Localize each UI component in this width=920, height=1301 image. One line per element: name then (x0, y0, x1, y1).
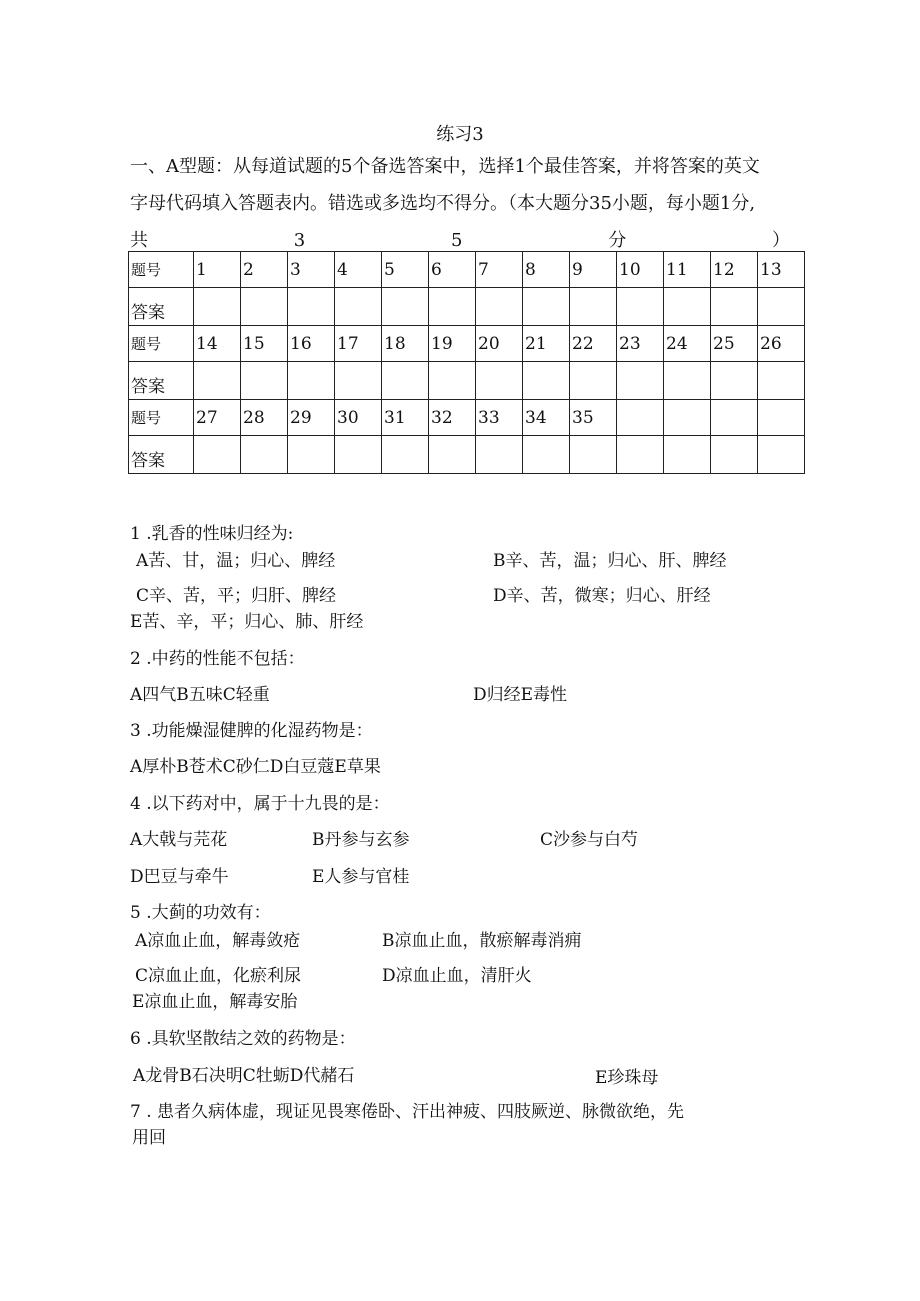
answer-cell[interactable] (241, 436, 288, 474)
answer-cell[interactable] (617, 362, 664, 400)
question-1-stem: 1 .乳香的性味归经为: (130, 524, 294, 544)
answer-cell[interactable] (382, 362, 429, 400)
question-5-option-e: E凉血止血，解毒安胎 (132, 992, 298, 1012)
answer-cell[interactable] (241, 288, 288, 326)
answer-cell[interactable] (382, 436, 429, 474)
question-1-option-c: C辛、苦，平；归肝、脾经 (136, 586, 337, 606)
table-row-numbers (129, 400, 805, 436)
question-5-option-a: A凉血止血，解毒敛疮 (135, 931, 301, 951)
answer-cell[interactable] (288, 362, 335, 400)
question-number-cell: 7 (476, 252, 523, 288)
question-1-option-d: D辛、苦，微寒；归心、肝经 (493, 586, 711, 606)
question-6-option-e: E珍珠母 (595, 1068, 659, 1088)
question-number-cell: 33 (476, 400, 523, 436)
question-5-option-b: B凉血止血，散瘀解毒消痈 (382, 931, 582, 951)
instruction-line-3-part: 5 (450, 230, 463, 251)
question-number-cell: 21 (523, 326, 570, 362)
question-number-cell (617, 400, 664, 436)
answer-cell[interactable] (194, 436, 241, 474)
question-number-cell: 30 (335, 400, 382, 436)
question-1-option-e: E苦、辛，平；归心、肺、肝经 (130, 612, 364, 632)
question-number-cell: 20 (476, 326, 523, 362)
page-title: 练习3 (436, 124, 484, 145)
answer-cell[interactable] (429, 362, 476, 400)
question-7-continuation: 用回 (132, 1128, 166, 1148)
table-row-numbers (129, 252, 805, 288)
question-number-cell: 29 (288, 400, 335, 436)
question-number-cell: 9 (570, 252, 617, 288)
question-number-cell: 18 (382, 326, 429, 362)
question-number-cell (758, 400, 805, 436)
question-6-options-abcd: A龙骨B石决明C牡蛎D代赭石 (133, 1066, 355, 1086)
answer-cell[interactable] (335, 436, 382, 474)
question-4-option-b: B丹参与玄参 (312, 830, 410, 850)
answer-cell[interactable] (523, 288, 570, 326)
answer-cell[interactable] (476, 288, 523, 326)
answer-row-label: 答案 (129, 436, 194, 474)
question-2-stem: 2 .中药的性能不包括： (130, 649, 305, 669)
answer-cell[interactable] (617, 288, 664, 326)
question-3-stem: 3 .功能燥湿健脾的化湿药物是： (130, 721, 373, 741)
question-4-option-e: E人参与官桂 (312, 867, 410, 887)
answer-cell[interactable] (429, 436, 476, 474)
question-number-cell: 6 (429, 252, 476, 288)
question-number-cell: 3 (288, 252, 335, 288)
question-number-cell: 10 (617, 252, 664, 288)
question-1-option-a: A苦、甘，温；归心、脾经 (136, 551, 336, 571)
question-number-cell: 1 (194, 252, 241, 288)
question-5-option-c: C凉血止血，化瘀利尿 (135, 966, 302, 986)
answer-cell[interactable] (664, 288, 711, 326)
question-5-option-d: D凉血止血，清肝火 (382, 966, 532, 986)
answer-cell[interactable] (523, 362, 570, 400)
instruction-line-3-part: 分 (608, 230, 627, 251)
answer-cell[interactable] (194, 288, 241, 326)
instruction-line-3-part: 3 (293, 230, 306, 251)
question-2-options-de: D归经E毒性 (473, 685, 568, 705)
question-number-cell: 15 (241, 326, 288, 362)
answer-cell[interactable] (758, 362, 805, 400)
question-4-option-d: D巴豆与牵牛 (130, 867, 229, 887)
answer-cell[interactable] (570, 436, 617, 474)
answer-cell[interactable] (288, 436, 335, 474)
question-number-cell: 31 (382, 400, 429, 436)
question-number-cell: 8 (523, 252, 570, 288)
answer-cell[interactable] (241, 362, 288, 400)
question-number-cell: 28 (241, 400, 288, 436)
question-number-cell: 5 (382, 252, 429, 288)
answer-cell[interactable] (335, 362, 382, 400)
instruction-line-2: 字母代码填入答题表内。错选或多选均不得分。（本大题分35小题，每小题1分, (130, 193, 756, 214)
answer-cell[interactable] (335, 288, 382, 326)
section-instructions (130, 148, 795, 259)
question-number-cell: 24 (664, 326, 711, 362)
question-6-stem: 6 .具软坚散结之效的药物是： (130, 1029, 356, 1049)
answer-cell[interactable] (476, 362, 523, 400)
answer-cell[interactable] (664, 436, 711, 474)
answer-cell[interactable] (523, 436, 570, 474)
answer-cell[interactable] (194, 362, 241, 400)
table-row-numbers (129, 326, 805, 362)
table-row-answers (129, 436, 805, 474)
question-7-stem: 7 . 患者久病体虚，现证见畏寒倦卧、汗出神疲、四肢厥逆、脉微欲绝，先 (130, 1102, 685, 1122)
answer-cell[interactable] (570, 288, 617, 326)
instruction-line-1: 一、A型题：从每道试题的5个备选答案中，选择1个最佳答案，并将答案的英文 (130, 156, 760, 177)
answer-table (128, 251, 805, 474)
question-number-cell: 12 (711, 252, 758, 288)
question-number-cell: 16 (288, 326, 335, 362)
question-number-cell: 26 (758, 326, 805, 362)
question-5-stem: 5 .大蓟的功效有： (130, 903, 271, 923)
question-number-cell: 13 (758, 252, 805, 288)
answer-cell[interactable] (758, 288, 805, 326)
answer-cell[interactable] (429, 288, 476, 326)
question-number-cell: 19 (429, 326, 476, 362)
answer-cell[interactable] (711, 436, 758, 474)
table-row-answers (129, 288, 805, 326)
question-number-cell (711, 400, 758, 436)
answer-cell[interactable] (476, 436, 523, 474)
question-number-cell: 2 (241, 252, 288, 288)
question-number-cell: 34 (523, 400, 570, 436)
question-1-option-b: B辛、苦，温；归心、肝、脾经 (493, 551, 727, 571)
answer-cell[interactable] (664, 362, 711, 400)
question-number-cell: 22 (570, 326, 617, 362)
answer-cell[interactable] (758, 436, 805, 474)
question-number-cell: 23 (617, 326, 664, 362)
question-number-cell: 27 (194, 400, 241, 436)
answer-cell[interactable] (711, 362, 758, 400)
question-number-cell: 11 (664, 252, 711, 288)
answer-cell[interactable] (382, 288, 429, 326)
number-row-label: 题号 (129, 400, 194, 436)
instruction-line-3-part: ） (771, 230, 790, 251)
question-4-option-c: C沙参与白芍 (540, 830, 639, 850)
answer-row-label: 答案 (129, 362, 194, 400)
number-row-label: 题号 (129, 326, 194, 362)
table-row-answers (129, 362, 805, 400)
number-row-label: 题号 (129, 252, 194, 288)
question-number-cell: 14 (194, 326, 241, 362)
question-2-options-abc: A四气B五味C轻重 (130, 685, 270, 705)
question-number-cell: 25 (711, 326, 758, 362)
question-number-cell (664, 400, 711, 436)
answer-cell[interactable] (288, 288, 335, 326)
question-4-option-a: A大戟与芫花 (130, 830, 228, 850)
question-3-options: A厚朴B苍术C砂仁D白豆蔻E草果 (130, 757, 381, 777)
answer-cell[interactable] (570, 362, 617, 400)
answer-row-label: 答案 (129, 288, 194, 326)
answer-cell[interactable] (711, 288, 758, 326)
question-number-cell: 4 (335, 252, 382, 288)
question-number-cell: 35 (570, 400, 617, 436)
answer-cell[interactable] (617, 436, 664, 474)
question-4-stem: 4 .以下药对中，属于十九畏的是： (130, 794, 390, 814)
question-number-cell: 32 (429, 400, 476, 436)
instruction-line-3-part: 共 (130, 230, 148, 251)
question-number-cell: 17 (335, 326, 382, 362)
